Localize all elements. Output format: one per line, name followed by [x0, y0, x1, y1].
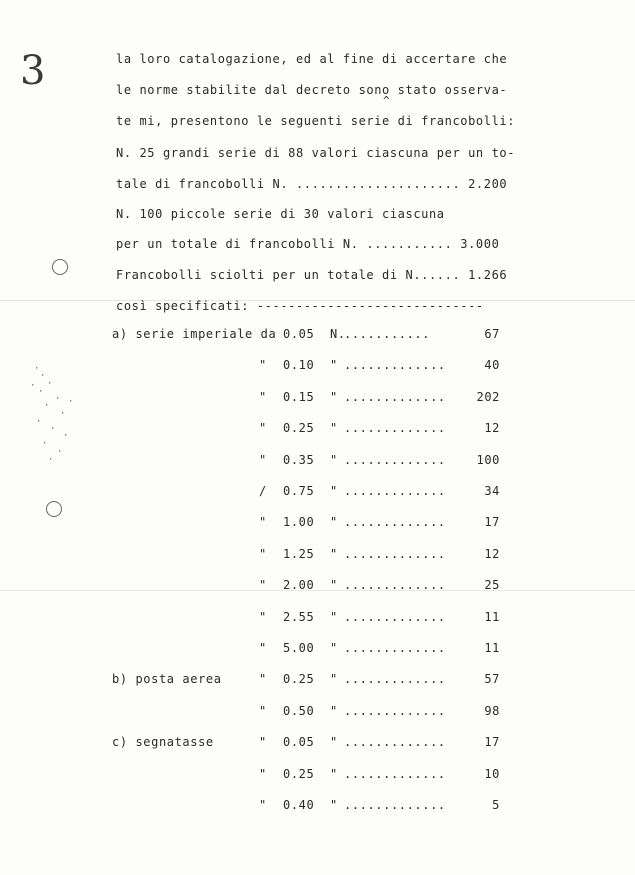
stamp-count: 17: [484, 735, 500, 749]
denomination-value: 2.55: [283, 610, 315, 624]
punch-hole-icon: [46, 501, 62, 517]
denomination-value: 0.25: [283, 421, 315, 435]
unit-mark: ": [330, 704, 338, 718]
denomination-value: 0.50: [283, 704, 315, 718]
leader-dots: .............: [344, 672, 446, 686]
stamp-count: 11: [484, 610, 500, 624]
punch-hole-icon: [52, 259, 68, 275]
stamp-count: 57: [484, 672, 500, 686]
leader-dots: .............: [344, 515, 446, 529]
unit-mark: ": [330, 641, 338, 655]
unit-mark: ": [330, 421, 338, 435]
row-label: c) segnatasse: [112, 735, 214, 749]
leader-dots: .............: [344, 704, 446, 718]
denomination-value: 0.75: [283, 484, 315, 498]
denomination-value: 0.10: [283, 358, 315, 372]
stamp-count: 10: [484, 767, 500, 781]
header-line: così specificati: -----------------------------: [116, 299, 484, 313]
ditto-mark: ": [259, 421, 267, 435]
ditto-mark: ": [259, 735, 267, 749]
ink-speck: ·: [40, 371, 46, 381]
unit-mark: ": [330, 547, 338, 561]
ditto-mark: ": [259, 767, 267, 781]
stamp-count: 12: [484, 547, 500, 561]
header-line: tale di francobolli N. ..................... 2.200: [116, 177, 508, 191]
leader-dots: .............: [344, 358, 446, 372]
stamp-count: 67: [484, 327, 500, 341]
denomination-value: 1.00: [283, 515, 315, 529]
row-label: a) serie imperiale da: [112, 327, 277, 341]
leader-dots: .............: [344, 421, 446, 435]
denomination-value: 0.35: [283, 453, 315, 467]
leader-dots: .............: [344, 641, 446, 655]
stamp-count: 40: [484, 358, 500, 372]
ditto-mark: ": [259, 704, 267, 718]
header-line: N. 25 grandi serie di 88 valori ciascuna per un to-: [116, 146, 516, 160]
denomination-value: 0.25: [283, 767, 315, 781]
ink-speck: ·: [36, 417, 42, 427]
unit-mark: ": [330, 484, 338, 498]
unit-mark: ": [330, 735, 338, 749]
denomination-value: 2.00: [283, 578, 315, 592]
ink-speck: ·: [50, 424, 56, 434]
ditto-mark: ": [259, 798, 267, 812]
stamp-count: 100: [476, 453, 500, 467]
leader-dots: .............: [344, 547, 446, 561]
denomination-value: 0.05: [283, 327, 315, 341]
leader-dots: .............: [344, 735, 446, 749]
leader-dots: .............: [344, 484, 446, 498]
ink-speck: ·: [63, 431, 69, 441]
ink-speck: ·: [48, 455, 54, 465]
ditto-mark: ": [259, 641, 267, 655]
ditto-mark: ": [259, 547, 267, 561]
stamp-count: 98: [484, 704, 500, 718]
ditto-mark: ": [259, 453, 267, 467]
denomination-value: 0.40: [283, 798, 315, 812]
stamp-count: 17: [484, 515, 500, 529]
ink-speck: ·: [47, 379, 53, 389]
ink-speck: ·: [34, 364, 40, 374]
paper-fold-line: [0, 590, 635, 591]
ditto-mark: ": [259, 390, 267, 404]
row-label: b) posta aerea: [112, 672, 222, 686]
unit-mark: ": [330, 672, 338, 686]
ditto-mark: ": [259, 515, 267, 529]
unit-mark: ": [330, 390, 338, 404]
unit-mark: N.: [330, 327, 346, 341]
denomination-value: 0.05: [283, 735, 315, 749]
leader-dots: .............: [344, 798, 446, 812]
header-line: la loro catalogazione, ed al fine di accertare che: [116, 52, 508, 66]
header-line: N. 100 piccole serie di 30 valori ciascuna: [116, 207, 445, 221]
ink-speck: ·: [44, 401, 50, 411]
ink-speck: ·: [55, 394, 61, 404]
header-line: Francobolli sciolti per un totale di N...... 1.266: [116, 268, 508, 282]
ditto-mark: ": [259, 610, 267, 624]
handwritten-page-number: 3: [20, 48, 46, 94]
unit-mark: ": [330, 578, 338, 592]
unit-mark: ": [330, 767, 338, 781]
unit-mark: ": [330, 515, 338, 529]
denomination-value: 5.00: [283, 641, 315, 655]
ditto-mark: ": [259, 578, 267, 592]
leader-dots: ...........: [344, 327, 431, 341]
stamp-count: 25: [484, 578, 500, 592]
ink-speck: ·: [38, 387, 44, 397]
ink-speck: ·: [57, 447, 63, 457]
leader-dots: .............: [344, 767, 446, 781]
stamp-count: 5: [492, 798, 500, 812]
stamp-count: 202: [476, 390, 500, 404]
denomination-value: 0.25: [283, 672, 315, 686]
stamp-count: 34: [484, 484, 500, 498]
leader-dots: .............: [344, 453, 446, 467]
ditto-mark: ": [259, 358, 267, 372]
unit-mark: ": [330, 610, 338, 624]
ink-speck: ·: [60, 409, 66, 419]
ditto-mark: ": [259, 672, 267, 686]
denomination-value: 0.15: [283, 390, 315, 404]
unit-mark: ": [330, 798, 338, 812]
header-line: le norme stabilite dal decreto sono stato osserva-: [116, 83, 508, 97]
leader-dots: .............: [344, 578, 446, 592]
stamp-count: 12: [484, 421, 500, 435]
unit-mark: ": [330, 358, 338, 372]
leader-dots: .............: [344, 610, 446, 624]
header-line: per un totale di francobolli N. ........... 3.000: [116, 237, 500, 251]
insertion-caret-mark: ^: [383, 94, 390, 107]
unit-mark: ": [330, 453, 338, 467]
leader-dots: .............: [344, 390, 446, 404]
ink-speck: ·: [68, 397, 74, 407]
ink-speck: ·: [30, 381, 36, 391]
header-line: te mi, presentono le seguenti serie di francobolli:: [116, 114, 516, 128]
ditto-mark: /: [259, 484, 267, 498]
ink-speck: ·: [42, 439, 48, 449]
denomination-value: 1.25: [283, 547, 315, 561]
stamp-count: 11: [484, 641, 500, 655]
